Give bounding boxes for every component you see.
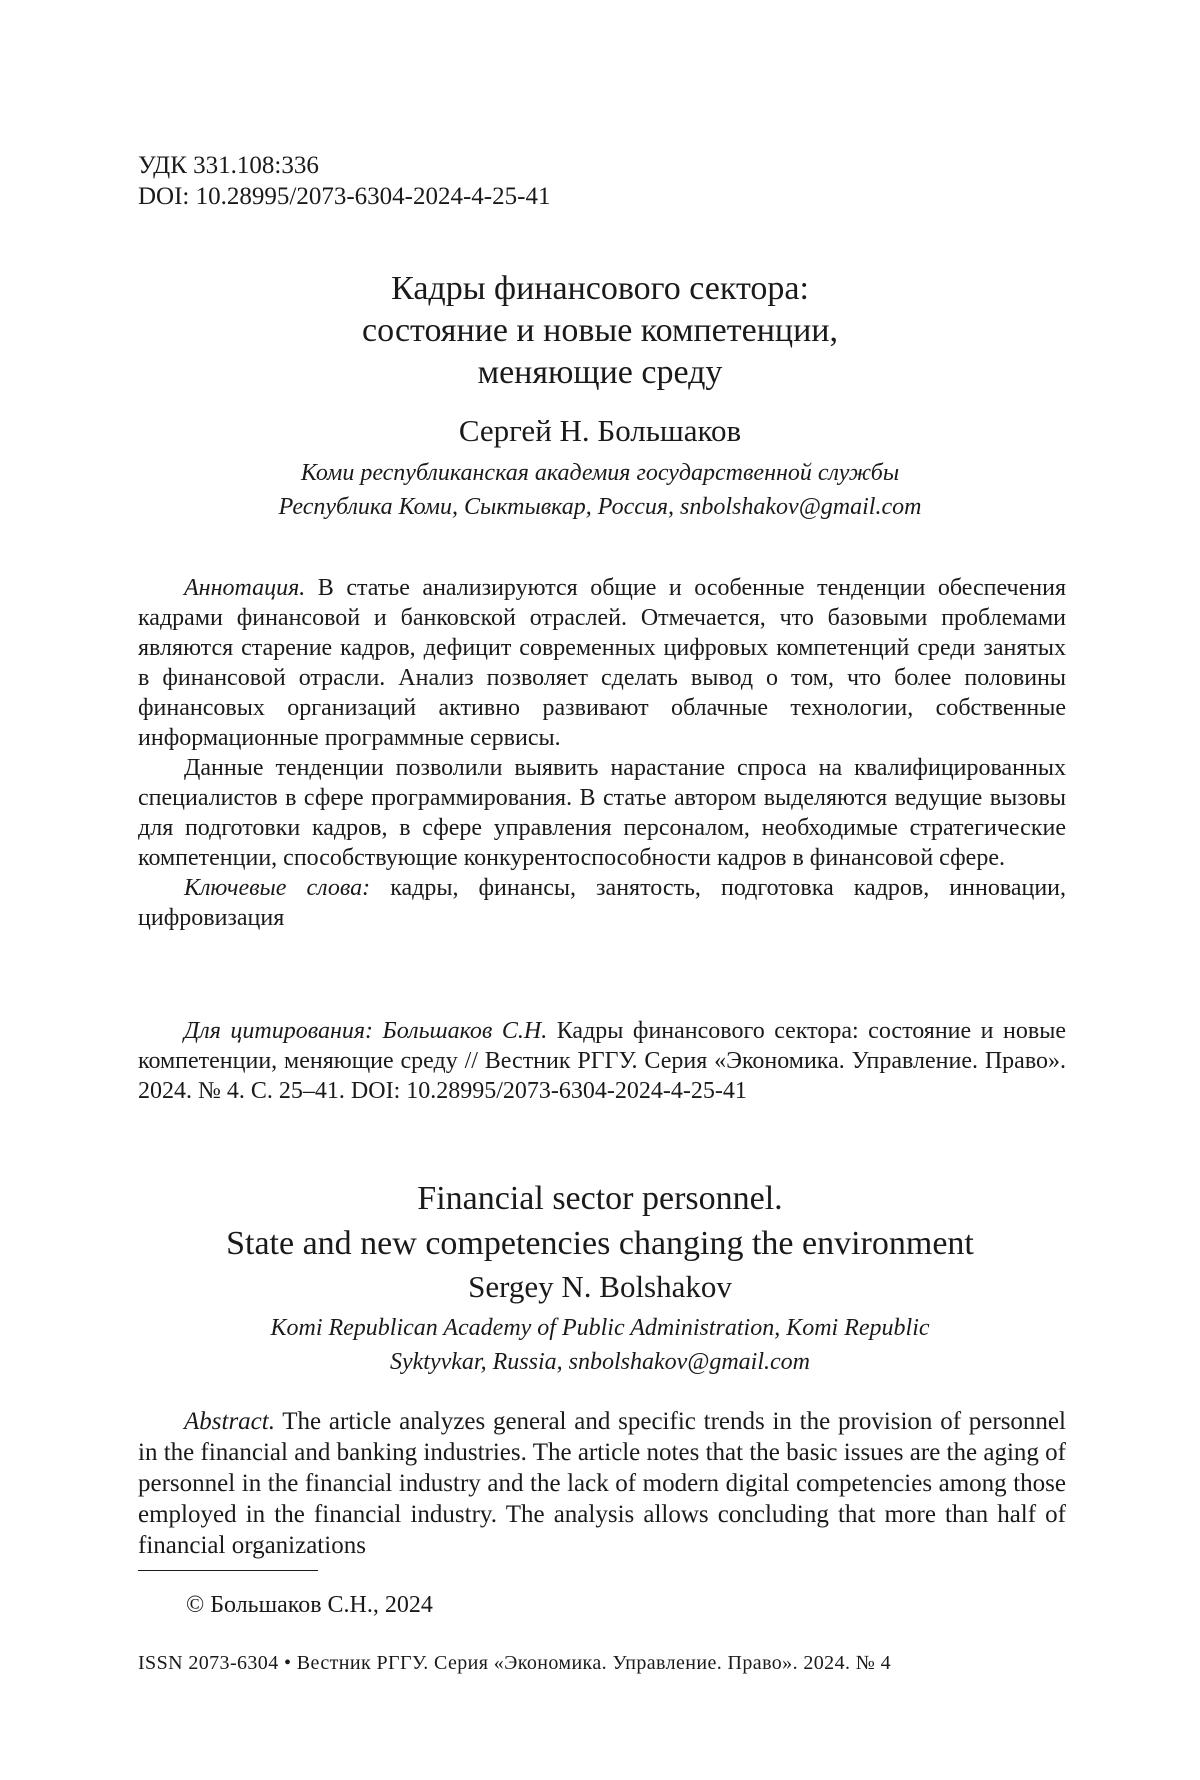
keywords-ru bbox=[138, 873, 1066, 933]
citation-ru bbox=[138, 1016, 1066, 1106]
keywords-ru-text: кадры, финансы, занятость, подготовка кадров, инновации, цифровизация bbox=[138, 875, 1066, 931]
title-ru-line: меняющие среду bbox=[0, 352, 1200, 394]
title-en-line: Financial sector personnel. bbox=[0, 1176, 1200, 1221]
citation-ru-text: Кадры финансового сектора: состояние и новые компетенции, меняющие среду // Вестник РГГУ. Серия «Экономика. Управление. Право». 2024. № 4. С. 25–41. DOI: 10.28995/2073-6304-2024-4-25-41 bbox=[138, 1018, 1066, 1104]
citation-label-ru: Для цитирования: Большаков С.Н. bbox=[184, 1018, 547, 1044]
affiliation-ru-line: Республика Коми, Сыктывкар, Россия, snbolshakov@gmail.com bbox=[0, 490, 1200, 524]
copyright-notice: © Большаков С.Н., 2024 bbox=[186, 1592, 433, 1619]
title-ru bbox=[0, 268, 1200, 394]
article-meta bbox=[138, 150, 550, 212]
title-ru-line: состояние и новые компетенции, bbox=[0, 310, 1200, 352]
abstract-ru-text: В статье анализируются общие и особенные тенденции обеспечения кадрами финансовой и банковской отраслей. Отмечается, что базовыми проблемами являются старение кадров, дефицит современных цифровых компетенций среди занятых в финансовой отрасли. Анализ позволяет сделать вывод о том, что более половины финансовых организаций активно развивают облачные технологии, собственные информационные программные сервисы. bbox=[138, 575, 1066, 751]
abstract-label-en: Abstract. bbox=[184, 1408, 275, 1435]
journal-page bbox=[0, 0, 1200, 1780]
title-en bbox=[0, 1176, 1200, 1266]
footnote-rule bbox=[138, 1570, 318, 1571]
affiliation-ru bbox=[0, 456, 1200, 524]
abstract-ru bbox=[138, 573, 1066, 933]
abstract-en-text: The article analyzes general and specific trends in the provision of personnel in the financial and banking industries. The article notes that the basic issues are the aging of personnel in the financial industry and the lack of modern digital competencies among those employed in the financial industry. The analysis allows concluding that more than half of financial organizations bbox=[138, 1408, 1066, 1559]
affiliation-ru-line: Коми республиканская академия государственной службы bbox=[0, 456, 1200, 490]
author-ru: Сергей Н. Большаков bbox=[0, 413, 1200, 449]
affiliation-en-line: Syktyvkar, Russia, snbolshakov@gmail.com bbox=[0, 1345, 1200, 1379]
author-en: Sergey N. Bolshakov bbox=[0, 1269, 1200, 1305]
abstract-ru-p1 bbox=[138, 573, 1066, 753]
abstract-label-ru: Аннотация. bbox=[184, 575, 305, 601]
keywords-label-ru: Ключевые слова: bbox=[184, 875, 370, 901]
udk-code: УДК 331.108:336 bbox=[138, 150, 550, 181]
doi: DOI: 10.28995/2073-6304-2024-4-25-41 bbox=[138, 181, 550, 212]
affiliation-en bbox=[0, 1311, 1200, 1379]
page-footer: ISSN 2073-6304 • Вестник РГГУ. Серия «Экономика. Управление. Право». 2024. № 4 bbox=[138, 1652, 891, 1675]
title-en-line: State and new competencies changing the environment bbox=[0, 1221, 1200, 1266]
abstract-en bbox=[138, 1406, 1066, 1561]
citation-ru-p bbox=[138, 1016, 1066, 1106]
affiliation-en-line: Komi Republican Academy of Public Administration, Komi Republic bbox=[0, 1311, 1200, 1345]
abstract-ru-p2: Данные тенденции позволили выявить нарастание спроса на квалифицированных специалистов в сфере программирования. В статье автором выделяются ведущие вызовы для подготовки кадров, в сфере управления персоналом, необходимые стратегические компетенции, способствующие конкурентоспособности кадров в финансовой сфере. bbox=[138, 753, 1066, 873]
title-ru-line: Кадры финансового сектора: bbox=[0, 268, 1200, 310]
abstract-en-p bbox=[138, 1406, 1066, 1561]
